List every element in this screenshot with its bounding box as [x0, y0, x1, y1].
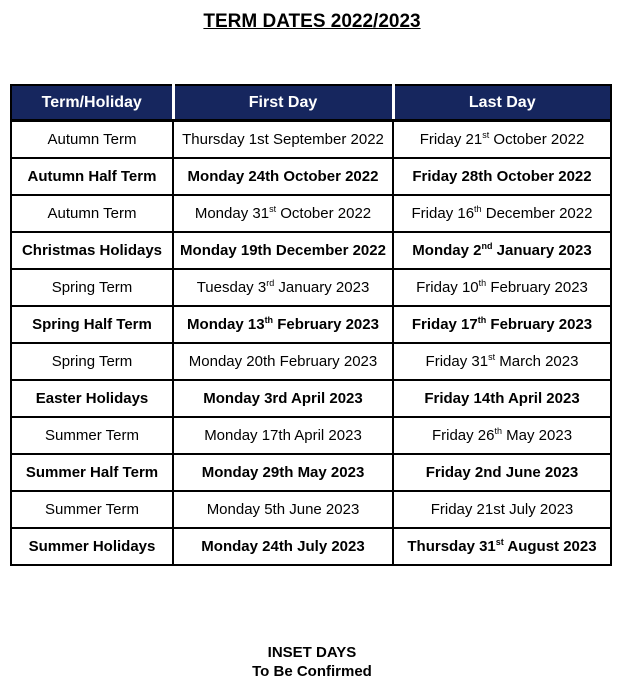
inset-days-line: INSET DAYS [267, 644, 357, 661]
table-row [11, 195, 611, 232]
term-cell: Summer Term [11, 417, 173, 454]
table-row [11, 121, 611, 159]
last-day-cell: Friday 26th May 2023 [393, 417, 611, 454]
table-header-row [11, 85, 611, 121]
last-day-cell: Friday 28th October 2022 [393, 158, 611, 195]
table-row [11, 528, 611, 565]
last-day-cell: Friday 2nd June 2023 [393, 454, 611, 491]
table-row [11, 454, 611, 491]
first-day-cell: Monday 20th February 2023 [173, 343, 393, 380]
to-be-confirmed-line: To Be Confirmed [252, 663, 372, 680]
first-day-cell: Monday 13th February 2023 [173, 306, 393, 343]
term-cell: Easter Holidays [11, 380, 173, 417]
term-cell: Spring Term [11, 343, 173, 380]
term-cell: Spring Term [11, 269, 173, 306]
header-last-day: Last Day [393, 85, 611, 121]
first-day-cell: Monday 29th May 2023 [173, 454, 393, 491]
header-term-holiday: Term/Holiday [11, 85, 173, 121]
header-first-day: First Day [173, 85, 393, 121]
table-row [11, 269, 611, 306]
first-day-cell: Monday 24th July 2023 [173, 528, 393, 565]
last-day-cell: Thursday 31st August 2023 [393, 528, 611, 565]
first-day-cell: Monday 24th October 2022 [173, 158, 393, 195]
last-day-cell: Friday 10th February 2023 [393, 269, 611, 306]
inset-days-note [0, 643, 624, 681]
last-day-cell: Friday 17th February 2023 [393, 306, 611, 343]
first-day-cell: Monday 5th June 2023 [173, 491, 393, 528]
first-day-cell: Monday 31st October 2022 [173, 195, 393, 232]
term-cell: Summer Holidays [11, 528, 173, 565]
last-day-cell: Friday 21st October 2022 [393, 121, 611, 159]
term-cell: Christmas Holidays [11, 232, 173, 269]
last-day-cell: Friday 16th December 2022 [393, 195, 611, 232]
table-row [11, 417, 611, 454]
page-title: TERM DATES 2022/2023 [203, 11, 421, 32]
term-cell: Spring Half Term [11, 306, 173, 343]
last-day-cell: Friday 21st July 2023 [393, 491, 611, 528]
term-cell: Autumn Term [11, 195, 173, 232]
first-day-cell: Monday 19th December 2022 [173, 232, 393, 269]
term-cell: Autumn Half Term [11, 158, 173, 195]
table-row [11, 380, 611, 417]
last-day-cell: Friday 31st March 2023 [393, 343, 611, 380]
first-day-cell: Thursday 1st September 2022 [173, 121, 393, 159]
first-day-cell: Monday 3rd April 2023 [173, 380, 393, 417]
first-day-cell: Tuesday 3rd January 2023 [173, 269, 393, 306]
last-day-cell: Friday 14th April 2023 [393, 380, 611, 417]
term-cell: Summer Half Term [11, 454, 173, 491]
table-row [11, 306, 611, 343]
table-row [11, 232, 611, 269]
first-day-cell: Monday 17th April 2023 [173, 417, 393, 454]
term-dates-table [10, 84, 612, 566]
table-row [11, 343, 611, 380]
table-row [11, 158, 611, 195]
term-table-body [11, 121, 611, 566]
term-cell: Autumn Term [11, 121, 173, 159]
last-day-cell: Monday 2nd January 2023 [393, 232, 611, 269]
term-cell: Summer Term [11, 491, 173, 528]
table-row [11, 491, 611, 528]
